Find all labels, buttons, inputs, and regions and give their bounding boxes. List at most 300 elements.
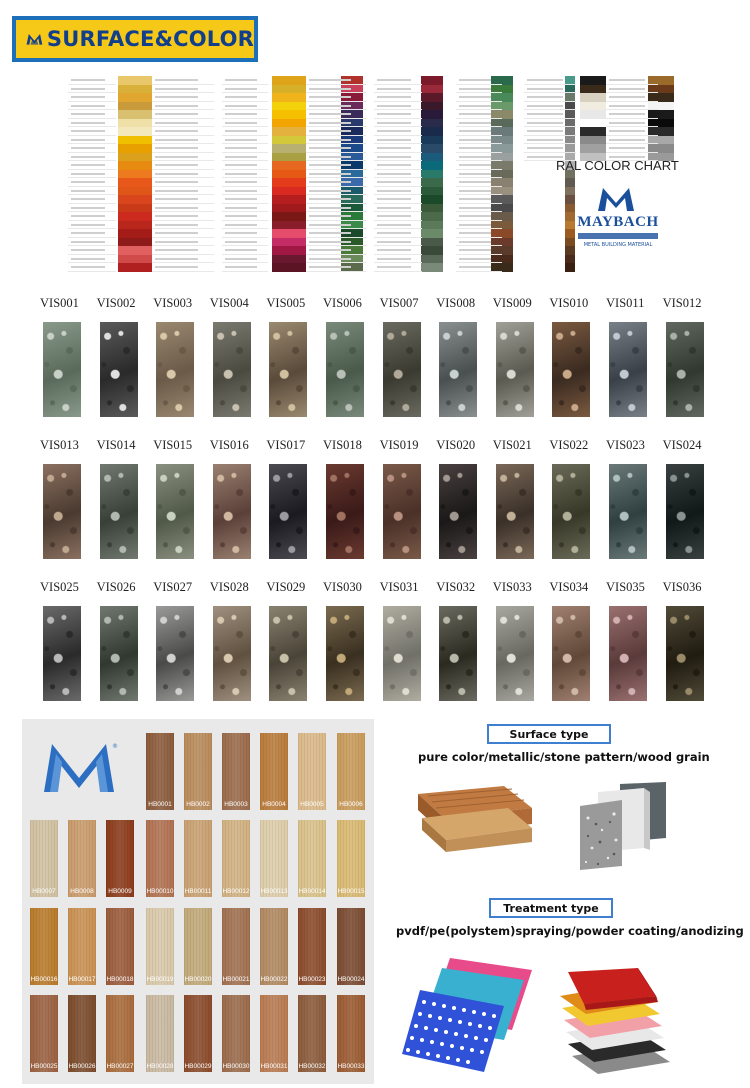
ral-label-text	[71, 173, 105, 175]
wood-grain-swatch	[106, 908, 134, 985]
ral-label-row	[456, 195, 502, 204]
ral-label-text	[377, 241, 411, 243]
ral-swatch	[272, 153, 306, 162]
ral-label-row	[306, 76, 366, 85]
wood-code-label: HB00021	[222, 976, 250, 983]
ral-label-text	[71, 139, 105, 141]
vis-stone-swatch	[496, 322, 534, 417]
ral-label-row	[152, 178, 214, 187]
ral-label-row	[456, 212, 502, 221]
ral-label-text	[377, 173, 411, 175]
ral-label-row	[68, 170, 116, 179]
wood-grain-swatch	[184, 908, 212, 985]
ral-label-row	[222, 229, 268, 238]
ral-label-row	[456, 229, 502, 238]
ral-label-text	[155, 96, 198, 98]
ral-swatch	[272, 144, 306, 153]
ral-label-row	[68, 221, 116, 230]
ral-label-row	[222, 127, 268, 136]
ral-label-row	[606, 136, 658, 145]
wood-grain-swatch	[298, 995, 326, 1072]
ral-label-row	[68, 195, 116, 204]
ral-swatch	[272, 119, 306, 128]
vis-code-label: VIS025	[40, 580, 79, 594]
ral-label-row	[524, 127, 576, 136]
ral-label-row	[222, 93, 268, 102]
vis-stone-swatch	[269, 606, 307, 701]
ral-label-text	[459, 249, 491, 251]
ral-label-text	[155, 266, 198, 268]
ral-label-row	[152, 255, 214, 264]
vis-code-label: VIS008	[436, 296, 476, 310]
ral-label-row	[222, 170, 268, 179]
wood-code-label: HB00025	[30, 1063, 58, 1070]
wood-grain-swatch	[184, 995, 212, 1072]
ral-label-row	[306, 170, 366, 179]
ral-label-text	[71, 258, 105, 260]
ral-swatch	[272, 263, 306, 272]
vis-stone-swatch	[383, 322, 421, 417]
ral-label-text	[71, 96, 105, 98]
ral-label-row	[152, 195, 214, 204]
ral-label-row	[68, 102, 116, 111]
ral-label-row	[374, 102, 422, 111]
ral-label-text	[377, 113, 411, 115]
ral-label-text	[609, 96, 645, 98]
ral-label-text	[225, 207, 257, 209]
ral-swatch	[421, 102, 443, 111]
ral-label-text	[309, 190, 351, 192]
ral-swatch	[118, 85, 152, 94]
svg-text:®: ®	[112, 743, 118, 750]
vis-stone-swatch	[383, 464, 421, 559]
ral-label-text	[309, 96, 351, 98]
ral-label-text	[309, 198, 351, 200]
vis-code-label: VIS018	[323, 438, 362, 452]
ral-label-row	[222, 85, 268, 94]
ral-swatch	[272, 170, 306, 179]
ral-label-row	[456, 93, 502, 102]
ral-label-row	[306, 127, 366, 136]
ral-swatch	[580, 119, 606, 128]
ral-swatch	[421, 153, 443, 162]
ral-label-text	[309, 130, 351, 132]
vis-code-label: VIS010	[549, 296, 589, 310]
ral-swatch	[580, 76, 606, 85]
ral-label-row	[456, 102, 502, 111]
vis-code-label: VIS033	[492, 580, 532, 594]
wood-code-label: HB00014	[298, 888, 326, 895]
ral-swatch	[421, 85, 443, 94]
ral-label-row	[152, 238, 214, 247]
ral-label-text	[71, 122, 105, 124]
wood-grain-swatch	[146, 908, 174, 985]
ral-swatch	[272, 136, 306, 145]
vis-code-label: VIS013	[40, 438, 79, 452]
ral-label-text	[377, 198, 411, 200]
ral-label-row	[456, 178, 502, 187]
ral-label-column	[152, 76, 214, 280]
wood-grain-swatch	[30, 908, 58, 985]
ral-label-row	[68, 85, 116, 94]
wood-grain-swatch	[184, 733, 212, 810]
maybach-logo-icon	[26, 28, 43, 50]
surface-type-heading: Surface type	[487, 724, 611, 744]
vis-code-label: VIS015	[153, 438, 193, 452]
ral-swatch	[421, 93, 443, 102]
ral-label-text	[155, 122, 198, 124]
ral-swatch	[421, 212, 443, 221]
ral-label-text	[459, 207, 491, 209]
ral-label-text	[225, 249, 257, 251]
ral-label-text	[377, 139, 411, 141]
vis-code-label: VIS026	[96, 580, 136, 594]
treatment-type-heading: Treatment type	[489, 898, 613, 918]
ral-label-row	[374, 204, 422, 213]
ral-swatch	[421, 76, 443, 85]
wood-code-label: HB0002	[186, 801, 210, 808]
wood-code-label: HB00024	[337, 976, 365, 983]
ral-label-row	[68, 178, 116, 187]
ral-label-text	[225, 258, 257, 260]
ral-label-text	[71, 198, 105, 200]
wood-code-label: HB00031	[260, 1063, 288, 1070]
ral-label-text	[225, 232, 257, 234]
ral-swatch	[118, 246, 152, 255]
ral-swatch	[421, 144, 443, 153]
ral-label-row	[456, 204, 502, 213]
ral-label-row	[152, 110, 214, 119]
ral-label-row	[524, 85, 576, 94]
ral-label-row	[524, 102, 576, 111]
ral-label-text	[459, 190, 491, 192]
vis-code-label: VIS014	[96, 438, 136, 452]
ral-label-text	[155, 105, 198, 107]
vis-code-label: VIS017	[266, 438, 306, 452]
ral-label-text	[377, 164, 411, 166]
ral-swatch	[118, 153, 152, 162]
vis-stone-swatch	[213, 322, 251, 417]
ral-label-row	[374, 153, 422, 162]
ral-label-text	[225, 88, 257, 90]
ral-label-row	[374, 263, 422, 272]
vis-code-label: VIS021	[492, 438, 532, 452]
ral-label-row	[374, 76, 422, 85]
wood-code-label: HB00022	[260, 976, 288, 983]
page-title: SURFACE&COLOR	[46, 27, 254, 51]
ral-label-row	[306, 153, 366, 162]
ral-label-row	[456, 263, 502, 272]
ral-label-row	[222, 144, 268, 153]
vis-stone-swatch	[326, 322, 364, 417]
ral-swatch	[272, 110, 306, 119]
ral-label-row	[152, 153, 214, 162]
ral-label-row	[68, 229, 116, 238]
vis-stone-swatch	[43, 464, 81, 559]
ral-label-text	[377, 130, 411, 132]
vis-code-label: VIS007	[379, 296, 419, 310]
ral-label-row	[152, 170, 214, 179]
ral-label-row	[222, 238, 268, 247]
ral-label-text	[71, 79, 105, 81]
ral-label-row	[306, 246, 366, 255]
ral-label-text	[71, 156, 105, 158]
vis-stone-swatch	[666, 322, 704, 417]
ral-label-row	[152, 246, 214, 255]
ral-label-text	[377, 156, 411, 158]
vis-code-label: VIS030	[323, 580, 362, 594]
ral-swatch	[118, 161, 152, 170]
ral-label-text	[527, 147, 563, 149]
ral-swatch	[272, 102, 306, 111]
wood-grain-swatch	[260, 820, 288, 897]
vis-code-label: VIS029	[266, 580, 306, 594]
ral-label-text	[155, 156, 198, 158]
ral-label-row	[152, 263, 214, 272]
wood-grain-swatch	[30, 820, 58, 897]
wood-grain-swatch	[222, 733, 250, 810]
ral-swatch	[272, 255, 306, 264]
ral-swatch-column	[272, 76, 306, 280]
ral-swatch	[118, 187, 152, 196]
ral-label-row	[606, 144, 658, 153]
ral-label-row	[524, 119, 576, 128]
ral-label-text	[459, 173, 491, 175]
ral-label-text	[225, 241, 257, 243]
ral-label-row	[374, 144, 422, 153]
ral-label-text	[309, 266, 351, 268]
ral-label-row	[606, 110, 658, 119]
wood-grain-swatch	[298, 820, 326, 897]
ral-label-row	[374, 221, 422, 230]
wood-grain-swatch	[146, 995, 174, 1072]
wood-grain-swatch	[106, 820, 134, 897]
ral-swatch	[118, 170, 152, 179]
ral-label-row	[374, 187, 422, 196]
vis-stone-swatch	[326, 606, 364, 701]
ral-label-text	[459, 181, 491, 183]
ral-label-text	[459, 79, 491, 81]
ral-label-row	[456, 161, 502, 170]
ral-swatch	[421, 119, 443, 128]
wood-code-label: HB00018	[106, 976, 134, 983]
ral-label-text	[527, 88, 563, 90]
ral-swatch	[421, 178, 443, 187]
wood-code-label: HB00029	[184, 1063, 212, 1070]
wood-grain-swatch	[222, 995, 250, 1072]
ral-label-column	[374, 76, 422, 280]
ral-label-text	[609, 122, 645, 124]
ral-label-row	[68, 212, 116, 221]
wood-code-label: HB00033	[337, 1063, 365, 1070]
ral-swatch	[272, 195, 306, 204]
wood-grain-swatch	[184, 820, 212, 897]
ral-swatch	[118, 204, 152, 213]
ral-label-row	[68, 136, 116, 145]
ral-label-text	[459, 130, 491, 132]
ral-label-text	[309, 258, 351, 260]
ral-label-row	[222, 263, 268, 272]
wood-code-label: HB0001	[148, 801, 172, 808]
wood-code-label: HB00032	[298, 1063, 326, 1070]
ral-label-row	[222, 136, 268, 145]
ral-label-row	[306, 187, 366, 196]
ral-swatch	[272, 161, 306, 170]
wood-grain-panels-image	[408, 782, 542, 854]
ral-label-row	[456, 136, 502, 145]
ral-label-text	[225, 105, 257, 107]
ral-label-text	[225, 215, 257, 217]
vis-code-label: VIS022	[549, 438, 589, 452]
wood-code-label: HB0008	[70, 888, 94, 895]
ral-label-row	[306, 178, 366, 187]
wood-grain-swatch	[298, 908, 326, 985]
ral-label-text	[225, 122, 257, 124]
ral-label-text	[377, 79, 411, 81]
ral-swatch	[421, 229, 443, 238]
ral-label-text	[459, 241, 491, 243]
vis-code-label: VIS006	[323, 296, 362, 310]
ral-label-column	[68, 76, 116, 280]
ral-label-row	[152, 136, 214, 145]
ral-label-row	[68, 204, 116, 213]
ral-label-text	[225, 164, 257, 166]
ral-label-row	[524, 110, 576, 119]
vis-stone-swatch	[609, 464, 647, 559]
ral-label-row	[456, 170, 502, 179]
ral-label-row	[68, 93, 116, 102]
ral-label-row	[374, 85, 422, 94]
ral-swatch	[272, 221, 306, 230]
ral-label-text	[527, 79, 563, 81]
ral-label-row	[222, 102, 268, 111]
vis-code-label: VIS035	[606, 580, 645, 594]
ral-label-text	[71, 164, 105, 166]
ral-label-row	[222, 204, 268, 213]
wood-grain-swatch	[337, 908, 365, 985]
ral-label-text	[71, 249, 105, 251]
ral-label-text	[459, 105, 491, 107]
ral-label-text	[377, 96, 411, 98]
ral-label-text	[225, 181, 257, 183]
ral-label-row	[222, 221, 268, 230]
ral-label-text	[459, 266, 491, 268]
ral-swatch	[272, 93, 306, 102]
ral-label-text	[377, 215, 411, 217]
wood-grain-swatch	[68, 820, 96, 897]
ral-label-text	[309, 173, 351, 175]
ral-label-text	[459, 198, 491, 200]
ral-label-text	[609, 139, 645, 141]
ral-label-text	[155, 258, 198, 260]
vis-stone-swatch	[496, 606, 534, 701]
ral-label-text	[309, 164, 351, 166]
ral-label-text	[609, 130, 645, 132]
maybach-brand-name: MAYBACH	[577, 214, 659, 230]
vis-stone-swatch	[156, 322, 194, 417]
vis-code-label: VIS028	[209, 580, 249, 594]
ral-label-text	[459, 122, 491, 124]
colored-panels-image	[546, 966, 674, 1076]
ral-label-text	[155, 232, 198, 234]
ral-label-row	[374, 170, 422, 179]
vis-stone-swatch	[213, 606, 251, 701]
wood-code-label: HB00017	[68, 976, 96, 983]
ral-label-row	[68, 263, 116, 272]
wood-grain-swatch	[337, 820, 365, 897]
ral-label-row	[306, 238, 366, 247]
ral-label-text	[459, 139, 491, 141]
ral-swatch	[421, 170, 443, 179]
ral-label-text	[155, 147, 198, 149]
ral-swatch	[272, 178, 306, 187]
wood-code-label: HB00027	[106, 1063, 134, 1070]
ral-label-row	[374, 246, 422, 255]
vis-code-label: VIS023	[606, 438, 645, 452]
ral-swatch	[580, 93, 606, 102]
ral-label-row	[152, 93, 214, 102]
ral-label-text	[309, 181, 351, 183]
vis-stone-swatch	[552, 606, 590, 701]
stone-pattern-panels-image	[558, 778, 674, 872]
vis-code-label: VIS009	[492, 296, 532, 310]
ral-label-text	[225, 79, 257, 81]
ral-label-row	[456, 255, 502, 264]
ral-label-row	[152, 221, 214, 230]
ral-swatch	[118, 93, 152, 102]
ral-label-text	[309, 122, 351, 124]
ral-label-row	[152, 127, 214, 136]
vis-stone-swatch	[100, 606, 138, 701]
ral-label-row	[306, 102, 366, 111]
ral-swatch	[580, 144, 606, 153]
ral-label-row	[222, 153, 268, 162]
wood-grain-swatch	[337, 733, 365, 810]
ral-swatch	[118, 76, 152, 85]
ral-label-text	[71, 130, 105, 132]
ral-label-row	[222, 161, 268, 170]
ral-label-column	[606, 76, 658, 161]
ral-label-row	[222, 255, 268, 264]
ral-label-text	[155, 198, 198, 200]
ral-swatch	[421, 221, 443, 230]
ral-label-text	[155, 113, 198, 115]
ral-swatch-column	[118, 76, 152, 280]
wood-grain-swatch	[146, 820, 174, 897]
ral-label-row	[306, 204, 366, 213]
ral-label-row	[306, 85, 366, 94]
ral-swatch	[118, 221, 152, 230]
ral-label-text	[459, 224, 491, 226]
vis-code-label: VIS012	[662, 296, 702, 310]
ral-label-row	[152, 212, 214, 221]
ral-swatch	[118, 144, 152, 153]
maybach-logo-icon	[40, 740, 118, 794]
vis-stone-swatch	[269, 322, 307, 417]
ral-label-row	[456, 238, 502, 247]
wood-grain-swatch	[260, 995, 288, 1072]
ral-label-row	[306, 110, 366, 119]
wood-code-label: HB0003	[224, 801, 248, 808]
ral-label-row	[524, 136, 576, 145]
wood-code-label: HB00010	[146, 888, 174, 895]
maybach-subtitle: METAL BUILDING MATERIAL	[583, 242, 653, 248]
ral-swatch	[421, 127, 443, 136]
wood-grain-swatch	[106, 995, 134, 1072]
ral-swatch	[421, 255, 443, 264]
vis-stone-swatch	[383, 606, 421, 701]
ral-label-row	[306, 136, 366, 145]
